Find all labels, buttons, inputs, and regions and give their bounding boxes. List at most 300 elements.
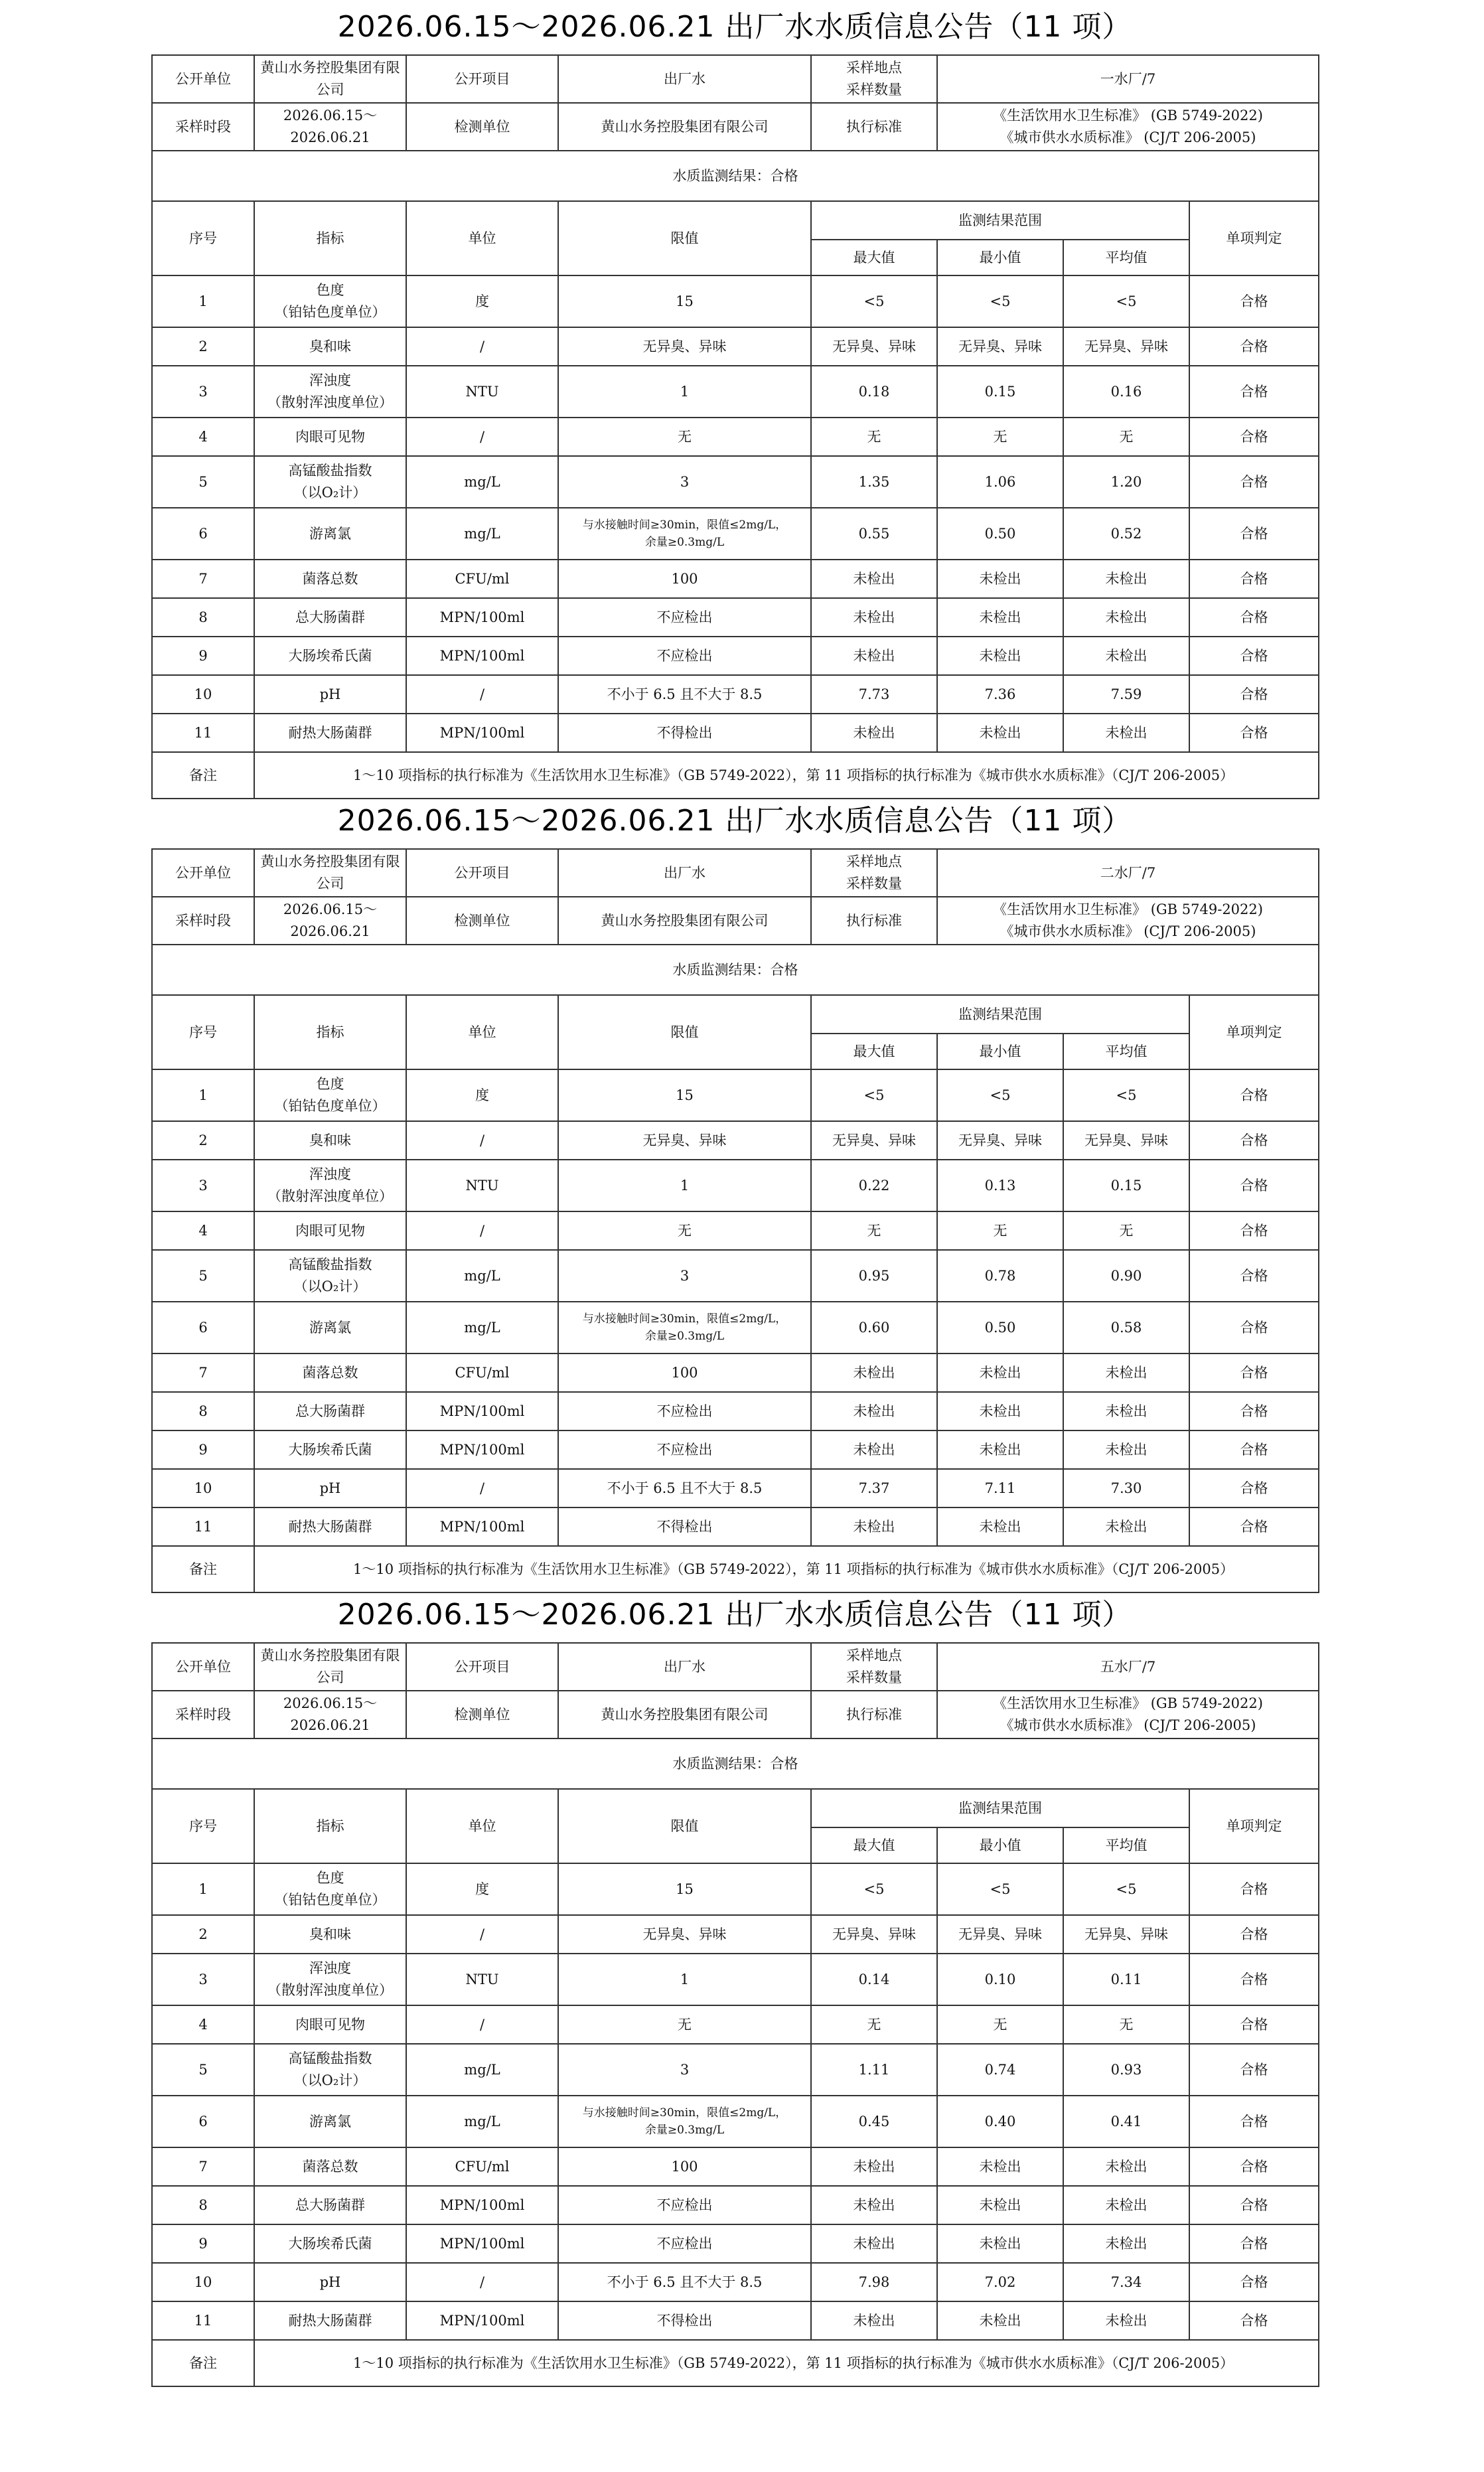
row-max: 1.11 bbox=[811, 2044, 937, 2096]
row-avg: 未检出 bbox=[1063, 1353, 1189, 1392]
table-row bbox=[152, 2005, 1319, 2044]
row-limit-line-1: 无异臭、异味 bbox=[642, 338, 727, 354]
row-max: 未检出 bbox=[811, 2147, 937, 2186]
table-row bbox=[152, 2096, 1319, 2147]
row-judge: 合格 bbox=[1189, 675, 1319, 714]
row-limit-line-1: 与水接触时间≥30min，限值≤2mg/L， bbox=[582, 1312, 787, 1326]
row-limit-line-1: 不应检出 bbox=[656, 2235, 713, 2252]
row-judge: 合格 bbox=[1189, 1121, 1319, 1160]
row-indicator bbox=[254, 1392, 406, 1430]
row-no: 7 bbox=[152, 2147, 254, 2186]
row-indicator bbox=[254, 1430, 406, 1469]
publisher-value: 黄山水务控股集团有限公司 bbox=[254, 1643, 406, 1691]
header-judge: 单项判定 bbox=[1189, 995, 1319, 1069]
row-max: 无 bbox=[811, 2005, 937, 2044]
row-min: 无 bbox=[937, 1211, 1063, 1250]
row-indicator bbox=[254, 1069, 406, 1121]
row-min: 未检出 bbox=[937, 598, 1063, 637]
row-limit bbox=[558, 1353, 811, 1392]
row-limit bbox=[558, 714, 811, 752]
table-row bbox=[152, 2147, 1319, 2186]
overall-result: 水质监测结果：合格 bbox=[152, 945, 1319, 995]
result-row bbox=[152, 945, 1319, 995]
note-label: 备注 bbox=[152, 2340, 254, 2386]
row-min: 未检出 bbox=[937, 1353, 1063, 1392]
row-unit: NTU bbox=[406, 1954, 558, 2005]
row-limit-line-1: 与水接触时间≥30min，限值≤2mg/L， bbox=[582, 518, 787, 532]
row-no: 3 bbox=[152, 1160, 254, 1211]
row-min: 无 bbox=[937, 2005, 1063, 2044]
row-limit bbox=[558, 327, 811, 366]
indicator-rows bbox=[152, 1863, 1319, 2340]
row-min: 1.06 bbox=[937, 456, 1063, 508]
header-no: 序号 bbox=[152, 201, 254, 275]
row-min: 0.78 bbox=[937, 1250, 1063, 1302]
info-row-1 bbox=[152, 849, 1319, 897]
row-limit-line-1: 无 bbox=[678, 428, 692, 445]
header-avg: 平均值 bbox=[1063, 1034, 1189, 1069]
header-no: 序号 bbox=[152, 1789, 254, 1863]
label-item: 公开项目 bbox=[406, 1643, 558, 1691]
row-limit bbox=[558, 560, 811, 598]
row-no: 6 bbox=[152, 508, 254, 560]
row-indicator-name: 高锰酸盐指数 bbox=[288, 1257, 372, 1273]
report-table bbox=[151, 54, 1319, 799]
row-unit: NTU bbox=[406, 366, 558, 418]
row-max: 未检出 bbox=[811, 598, 937, 637]
row-limit-line-1: 与水接触时间≥30min，限值≤2mg/L， bbox=[582, 2106, 787, 2120]
row-limit bbox=[558, 598, 811, 637]
row-avg: 未检出 bbox=[1063, 560, 1189, 598]
row-indicator bbox=[254, 1469, 406, 1507]
row-no: 8 bbox=[152, 2186, 254, 2224]
row-indicator bbox=[254, 598, 406, 637]
header-limit: 限值 bbox=[558, 1789, 811, 1863]
table-row bbox=[152, 2186, 1319, 2224]
header-range: 监测结果范围 bbox=[811, 1789, 1189, 1827]
row-min: 无异臭、异味 bbox=[937, 1121, 1063, 1160]
row-limit-line-1: 1 bbox=[680, 1177, 690, 1194]
table-row bbox=[152, 2224, 1319, 2263]
label-org: 检测单位 bbox=[406, 103, 558, 151]
row-avg: 0.11 bbox=[1063, 1954, 1189, 2005]
row-max: 无异臭、异味 bbox=[811, 1121, 937, 1160]
item-value: 出厂水 bbox=[558, 1643, 811, 1691]
row-min: 7.02 bbox=[937, 2263, 1063, 2301]
row-max: 未检出 bbox=[811, 1430, 937, 1469]
row-unit: / bbox=[406, 327, 558, 366]
row-limit bbox=[558, 675, 811, 714]
table-row bbox=[152, 1469, 1319, 1507]
table-row bbox=[152, 456, 1319, 508]
org-value: 黄山水务控股集团有限公司 bbox=[558, 1691, 811, 1738]
row-judge: 合格 bbox=[1189, 2005, 1319, 2044]
period-value: 2026.06.15～2026.06.21 bbox=[254, 897, 406, 945]
row-limit bbox=[558, 1863, 811, 1915]
row-max: 7.37 bbox=[811, 1469, 937, 1507]
row-min: 未检出 bbox=[937, 1392, 1063, 1430]
row-indicator-name: pH bbox=[319, 686, 341, 702]
row-limit-line-1: 无 bbox=[678, 2016, 692, 2033]
row-avg: 无 bbox=[1063, 2005, 1189, 2044]
site-value: 二水厂/7 bbox=[937, 849, 1319, 897]
info-row-1 bbox=[152, 55, 1319, 103]
row-no: 3 bbox=[152, 366, 254, 418]
row-judge: 合格 bbox=[1189, 1430, 1319, 1469]
table-row bbox=[152, 2044, 1319, 2096]
row-avg: 未检出 bbox=[1063, 2147, 1189, 2186]
row-judge: 合格 bbox=[1189, 637, 1319, 675]
row-judge: 合格 bbox=[1189, 1211, 1319, 1250]
row-judge: 合格 bbox=[1189, 1160, 1319, 1211]
row-limit bbox=[558, 1915, 811, 1954]
row-min: 0.15 bbox=[937, 366, 1063, 418]
row-min: 未检出 bbox=[937, 714, 1063, 752]
row-min: 0.50 bbox=[937, 1302, 1063, 1353]
row-indicator-name: 浑浊度 bbox=[309, 372, 351, 388]
row-avg: 未检出 bbox=[1063, 1430, 1189, 1469]
row-indicator bbox=[254, 637, 406, 675]
row-max: 0.18 bbox=[811, 366, 937, 418]
row-indicator-name: 菌落总数 bbox=[302, 2158, 358, 2175]
row-min: 未检出 bbox=[937, 2186, 1063, 2224]
row-indicator bbox=[254, 1211, 406, 1250]
row-unit: MPN/100ml bbox=[406, 714, 558, 752]
row-avg: 未检出 bbox=[1063, 2301, 1189, 2340]
row-indicator bbox=[254, 1250, 406, 1302]
org-value: 黄山水务控股集团有限公司 bbox=[558, 897, 811, 945]
row-unit: / bbox=[406, 675, 558, 714]
row-indicator-name: 大肠埃希氏菌 bbox=[288, 2235, 372, 2252]
row-indicator-unit-note: （散射浑浊度单位） bbox=[267, 1188, 393, 1204]
row-indicator-name: 游离氯 bbox=[309, 1319, 351, 1336]
row-indicator-name: 色度 bbox=[316, 1076, 344, 1092]
row-indicator-name: 总大肠菌群 bbox=[295, 609, 365, 625]
row-min: 0.13 bbox=[937, 1160, 1063, 1211]
info-row-2 bbox=[152, 103, 1319, 151]
row-indicator bbox=[254, 327, 406, 366]
row-indicator-unit-note: （散射浑浊度单位） bbox=[267, 1982, 393, 1998]
row-indicator bbox=[254, 508, 406, 560]
row-limit-line-1: 不得检出 bbox=[656, 1518, 713, 1535]
row-avg: 7.34 bbox=[1063, 2263, 1189, 2301]
row-limit-line-1: 3 bbox=[680, 2061, 690, 2078]
row-indicator bbox=[254, 560, 406, 598]
row-indicator-name: 浑浊度 bbox=[309, 1166, 351, 1182]
row-unit: mg/L bbox=[406, 2096, 558, 2147]
header-unit: 单位 bbox=[406, 1789, 558, 1863]
label-period: 采样时段 bbox=[152, 1691, 254, 1738]
row-indicator-name: 臭和味 bbox=[309, 1132, 351, 1148]
table-row bbox=[152, 1863, 1319, 1915]
row-no: 1 bbox=[152, 275, 254, 327]
row-limit-line-1: 不小于 6.5 且不大于 8.5 bbox=[607, 2274, 763, 2290]
label-standard: 执行标准 bbox=[811, 897, 937, 945]
row-no: 3 bbox=[152, 1954, 254, 2005]
row-indicator-name: 臭和味 bbox=[309, 338, 351, 354]
row-judge: 合格 bbox=[1189, 1507, 1319, 1546]
row-limit bbox=[558, 2147, 811, 2186]
row-unit: mg/L bbox=[406, 1302, 558, 1353]
overall-result: 水质监测结果：合格 bbox=[152, 1738, 1319, 1789]
row-indicator bbox=[254, 1915, 406, 1954]
row-min: 未检出 bbox=[937, 1507, 1063, 1546]
indicator-rows bbox=[152, 275, 1319, 752]
row-no: 6 bbox=[152, 2096, 254, 2147]
row-indicator bbox=[254, 275, 406, 327]
row-max: 0.60 bbox=[811, 1302, 937, 1353]
row-indicator-name: 肉眼可见物 bbox=[295, 1222, 365, 1239]
publisher-value: 黄山水务控股集团有限公司 bbox=[254, 55, 406, 103]
row-limit-line-2: 余量≥0.3mg/L bbox=[644, 1330, 725, 1343]
row-avg: 7.30 bbox=[1063, 1469, 1189, 1507]
row-avg: <5 bbox=[1063, 1863, 1189, 1915]
row-limit-line-1: 不应检出 bbox=[656, 609, 713, 625]
row-no: 1 bbox=[152, 1069, 254, 1121]
report-title: 2026.06.15～2026.06.21 出厂水水质信息公告（11 项） bbox=[337, 1598, 1132, 1632]
row-min: 未检出 bbox=[937, 637, 1063, 675]
row-no: 8 bbox=[152, 1392, 254, 1430]
row-limit bbox=[558, 1069, 811, 1121]
report-title: 2026.06.15～2026.06.21 出厂水水质信息公告（11 项） bbox=[337, 804, 1132, 838]
row-judge: 合格 bbox=[1189, 714, 1319, 752]
row-judge: 合格 bbox=[1189, 560, 1319, 598]
row-avg: 0.52 bbox=[1063, 508, 1189, 560]
note-row bbox=[152, 1546, 1319, 1592]
water-quality-report bbox=[151, 794, 1318, 1593]
row-avg: 0.93 bbox=[1063, 2044, 1189, 2096]
row-no: 10 bbox=[152, 675, 254, 714]
row-indicator bbox=[254, 1954, 406, 2005]
row-indicator-unit-note: （以O₂计） bbox=[293, 1278, 367, 1294]
row-unit: / bbox=[406, 418, 558, 456]
header-range: 监测结果范围 bbox=[811, 995, 1189, 1034]
row-limit-line-1: 1 bbox=[680, 1971, 690, 1987]
label-period: 采样时段 bbox=[152, 103, 254, 151]
row-indicator-name: pH bbox=[319, 1480, 341, 1496]
label-standard: 执行标准 bbox=[811, 103, 937, 151]
row-limit bbox=[558, 1121, 811, 1160]
row-limit-line-1: 15 bbox=[676, 1881, 694, 1897]
table-row bbox=[152, 327, 1319, 366]
item-value: 出厂水 bbox=[558, 849, 811, 897]
label-site-line-2: 采样数量 bbox=[846, 82, 902, 98]
row-limit-line-1: 不应检出 bbox=[656, 2197, 713, 2213]
row-indicator-unit-note: （铂钴色度单位） bbox=[274, 304, 386, 320]
row-min: <5 bbox=[937, 275, 1063, 327]
row-min: <5 bbox=[937, 1069, 1063, 1121]
row-judge: 合格 bbox=[1189, 508, 1319, 560]
label-org: 检测单位 bbox=[406, 1691, 558, 1738]
row-avg: <5 bbox=[1063, 1069, 1189, 1121]
row-avg: 0.90 bbox=[1063, 1250, 1189, 1302]
standard-line-1: 《生活饮用水卫生标准》 (GB 5749-2022) bbox=[993, 108, 1263, 123]
row-limit-line-1: 不应检出 bbox=[656, 1441, 713, 1458]
row-indicator-name: 高锰酸盐指数 bbox=[288, 2050, 372, 2066]
row-max: 0.45 bbox=[811, 2096, 937, 2147]
row-limit bbox=[558, 1954, 811, 2005]
row-no: 9 bbox=[152, 637, 254, 675]
row-no: 7 bbox=[152, 1353, 254, 1392]
row-judge: 合格 bbox=[1189, 1250, 1319, 1302]
header-max: 最大值 bbox=[811, 240, 937, 275]
standard-line-1: 《生活饮用水卫生标准》 (GB 5749-2022) bbox=[993, 1695, 1263, 1711]
row-max: 未检出 bbox=[811, 1353, 937, 1392]
row-indicator bbox=[254, 2147, 406, 2186]
water-quality-report bbox=[151, 0, 1318, 799]
row-limit bbox=[558, 1392, 811, 1430]
row-limit-line-1: 无 bbox=[678, 1222, 692, 1239]
row-indicator-name: 总大肠菌群 bbox=[295, 1403, 365, 1419]
row-limit-line-1: 无异臭、异味 bbox=[642, 1132, 727, 1148]
row-unit: mg/L bbox=[406, 508, 558, 560]
row-unit: CFU/ml bbox=[406, 1353, 558, 1392]
row-judge: 合格 bbox=[1189, 2186, 1319, 2224]
row-indicator bbox=[254, 1121, 406, 1160]
row-no: 10 bbox=[152, 1469, 254, 1507]
row-avg: <5 bbox=[1063, 275, 1189, 327]
row-unit: MPN/100ml bbox=[406, 1392, 558, 1430]
row-limit bbox=[558, 1250, 811, 1302]
row-unit: CFU/ml bbox=[406, 560, 558, 598]
row-avg: 无异臭、异味 bbox=[1063, 1121, 1189, 1160]
row-unit: NTU bbox=[406, 1160, 558, 1211]
table-row bbox=[152, 1121, 1319, 1160]
row-no: 9 bbox=[152, 2224, 254, 2263]
row-min: 0.10 bbox=[937, 1954, 1063, 2005]
report-title: 2026.06.15～2026.06.21 出厂水水质信息公告（11 项） bbox=[337, 10, 1132, 44]
table-row bbox=[152, 560, 1319, 598]
note-label: 备注 bbox=[152, 752, 254, 799]
row-no: 8 bbox=[152, 598, 254, 637]
row-no: 7 bbox=[152, 560, 254, 598]
header-min: 最小值 bbox=[937, 240, 1063, 275]
row-indicator-name: 耐热大肠菌群 bbox=[288, 724, 372, 741]
row-avg: 未检出 bbox=[1063, 2224, 1189, 2263]
row-min: 0.50 bbox=[937, 508, 1063, 560]
row-indicator bbox=[254, 418, 406, 456]
row-limit bbox=[558, 456, 811, 508]
table-row bbox=[152, 714, 1319, 752]
row-judge: 合格 bbox=[1189, 1069, 1319, 1121]
row-indicator-name: 耐热大肠菌群 bbox=[288, 1518, 372, 1535]
row-limit bbox=[558, 2096, 811, 2147]
row-limit bbox=[558, 1160, 811, 1211]
info-row-2 bbox=[152, 897, 1319, 945]
row-unit: MPN/100ml bbox=[406, 2186, 558, 2224]
row-no: 5 bbox=[152, 1250, 254, 1302]
row-limit bbox=[558, 637, 811, 675]
row-min: 无 bbox=[937, 418, 1063, 456]
header-indicator: 指标 bbox=[254, 201, 406, 275]
note-text: 1～10 项指标的执行标准为《生活饮用水卫生标准》（GB 5749-2022），第 11 项指标的执行标准为《城市供水水质标准》（CJ/T 206-2005） bbox=[254, 2340, 1319, 2386]
table-row bbox=[152, 1069, 1319, 1121]
row-indicator-name: 大肠埃希氏菌 bbox=[288, 1441, 372, 1458]
row-limit bbox=[558, 2044, 811, 2096]
standard-value bbox=[937, 897, 1319, 945]
row-max: 未检出 bbox=[811, 2301, 937, 2340]
row-unit: MPN/100ml bbox=[406, 637, 558, 675]
header-limit: 限值 bbox=[558, 995, 811, 1069]
row-unit: / bbox=[406, 1469, 558, 1507]
table-row bbox=[152, 1430, 1319, 1469]
row-avg: 无异臭、异味 bbox=[1063, 1915, 1189, 1954]
row-unit: 度 bbox=[406, 1863, 558, 1915]
row-no: 4 bbox=[152, 418, 254, 456]
table-row bbox=[152, 1353, 1319, 1392]
label-site-line-1: 采样地点 bbox=[846, 60, 902, 76]
row-indicator-name: 游离氯 bbox=[309, 2113, 351, 2129]
row-judge: 合格 bbox=[1189, 2096, 1319, 2147]
row-min: 未检出 bbox=[937, 1430, 1063, 1469]
label-unit: 公开单位 bbox=[152, 849, 254, 897]
header-avg: 平均值 bbox=[1063, 1827, 1189, 1863]
row-indicator bbox=[254, 2224, 406, 2263]
label-site-line-1: 采样地点 bbox=[846, 1648, 902, 1663]
item-value: 出厂水 bbox=[558, 55, 811, 103]
row-indicator-name: 色度 bbox=[316, 282, 344, 298]
note-row bbox=[152, 2340, 1319, 2386]
standard-line-1: 《生活饮用水卫生标准》 (GB 5749-2022) bbox=[993, 901, 1263, 917]
row-limit-line-1: 100 bbox=[671, 1364, 698, 1381]
header-row-1 bbox=[152, 995, 1319, 1034]
table-row bbox=[152, 275, 1319, 327]
header-avg: 平均值 bbox=[1063, 240, 1189, 275]
row-max: 无异臭、异味 bbox=[811, 1915, 937, 1954]
info-row-2 bbox=[152, 1691, 1319, 1738]
row-max: 0.95 bbox=[811, 1250, 937, 1302]
row-no: 11 bbox=[152, 1507, 254, 1546]
row-limit-line-1: 不应检出 bbox=[656, 647, 713, 664]
result-row bbox=[152, 1738, 1319, 1789]
row-judge: 合格 bbox=[1189, 1915, 1319, 1954]
header-indicator: 指标 bbox=[254, 1789, 406, 1863]
label-item: 公开项目 bbox=[406, 55, 558, 103]
row-limit bbox=[558, 2301, 811, 2340]
row-unit: / bbox=[406, 1915, 558, 1954]
row-limit bbox=[558, 1211, 811, 1250]
row-indicator bbox=[254, 2301, 406, 2340]
row-indicator bbox=[254, 2096, 406, 2147]
row-unit: MPN/100ml bbox=[406, 2224, 558, 2263]
row-indicator-unit-note: （以O₂计） bbox=[293, 485, 367, 501]
row-no: 5 bbox=[152, 2044, 254, 2096]
row-avg: 未检出 bbox=[1063, 2186, 1189, 2224]
header-row-1 bbox=[152, 201, 1319, 240]
row-no: 4 bbox=[152, 2005, 254, 2044]
row-min: 未检出 bbox=[937, 2301, 1063, 2340]
site-value: 一水厂/7 bbox=[937, 55, 1319, 103]
row-min: 未检出 bbox=[937, 560, 1063, 598]
row-limit bbox=[558, 2224, 811, 2263]
table-row bbox=[152, 1211, 1319, 1250]
label-site bbox=[811, 849, 937, 897]
row-limit bbox=[558, 1302, 811, 1353]
label-site bbox=[811, 1643, 937, 1691]
row-limit bbox=[558, 2263, 811, 2301]
row-unit: / bbox=[406, 1121, 558, 1160]
period-value: 2026.06.15～2026.06.21 bbox=[254, 103, 406, 151]
table-row bbox=[152, 1302, 1319, 1353]
row-no: 6 bbox=[152, 1302, 254, 1353]
row-no: 2 bbox=[152, 1121, 254, 1160]
site-value: 五水厂/7 bbox=[937, 1643, 1319, 1691]
period-value: 2026.06.15～2026.06.21 bbox=[254, 1691, 406, 1738]
row-judge: 合格 bbox=[1189, 366, 1319, 418]
row-indicator bbox=[254, 714, 406, 752]
row-max: 未检出 bbox=[811, 2186, 937, 2224]
table-row bbox=[152, 675, 1319, 714]
